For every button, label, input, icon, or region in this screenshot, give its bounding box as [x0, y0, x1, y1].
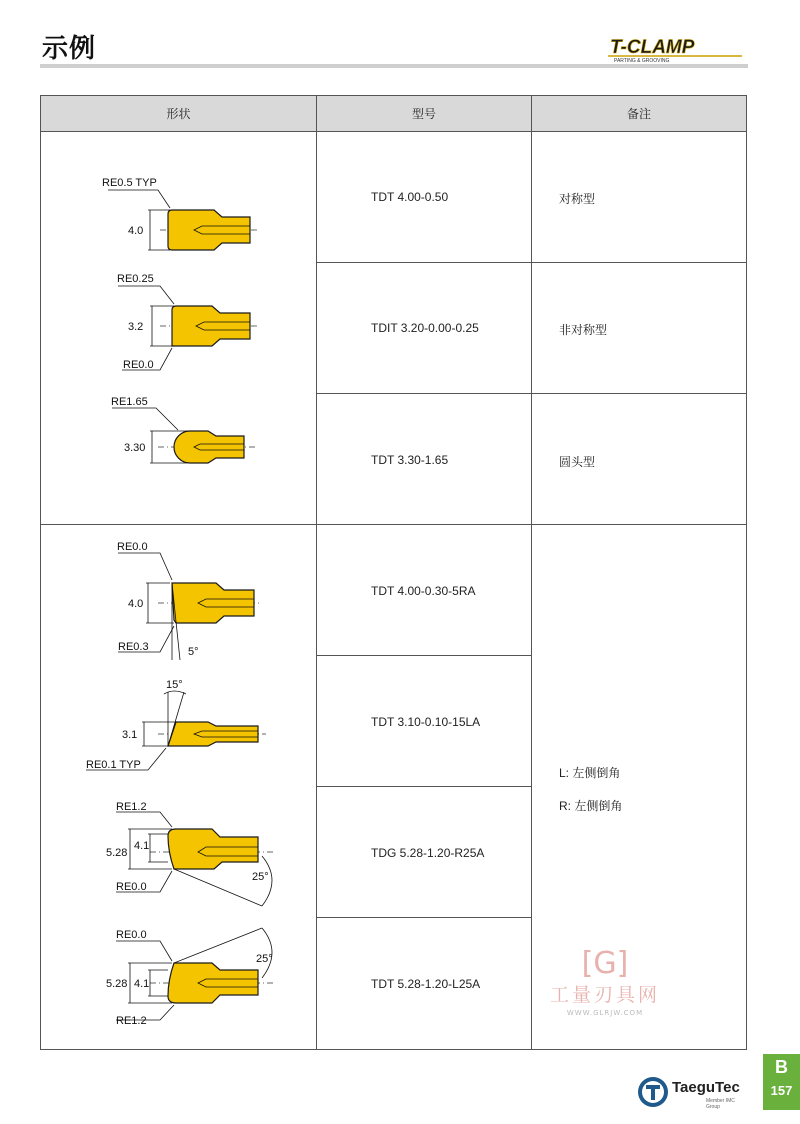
- diagram-label: RE0.0: [116, 929, 147, 941]
- header-model: 型号: [317, 96, 531, 132]
- diagram-label: RE0.0: [117, 541, 148, 553]
- model-cell: TDT 3.10-0.10-15LA: [371, 715, 481, 729]
- diagram-label: RE1.2: [116, 1015, 147, 1027]
- taegutec-sub: Member IMC Group: [706, 1098, 735, 1110]
- watermark: [540, 948, 670, 1017]
- group-note-left: L: 左侧倒角: [559, 766, 621, 780]
- diagram-label: 4.1: [134, 978, 150, 990]
- watermark-url: WWW.GLRJW.COM: [566, 1009, 644, 1017]
- diagram-label: 4.1: [134, 840, 150, 852]
- shape-diagram-asymmetric: [117, 273, 260, 371]
- diagram-label: 4.0: [128, 225, 144, 237]
- shape-diagram-l25a: [106, 928, 276, 1027]
- taegutec-name: TaeguTec: [672, 1079, 740, 1096]
- shape-diagram-15la: [86, 679, 266, 771]
- shape-diagram-r25a: [106, 801, 276, 906]
- page-title: 示例: [42, 34, 97, 64]
- page-number: 157: [770, 1083, 793, 1098]
- diagram-label: RE0.5 TYP: [102, 177, 157, 189]
- shape-diagram-round: [111, 396, 255, 463]
- diagram-label: 5.28: [106, 847, 128, 859]
- model-cell: TDT 4.00-0.50: [371, 190, 449, 204]
- header-note: 备注: [532, 96, 746, 132]
- diagram-label: 4.0: [128, 598, 144, 610]
- model-cell: TDT 4.00-0.30-5RA: [371, 584, 476, 598]
- taegutec-logo: [636, 1075, 750, 1109]
- t-clamp-logo-text: T-CLAMP: [610, 37, 695, 58]
- note-cell: 圆头型: [559, 455, 596, 469]
- diagram-label: 25°: [252, 871, 269, 883]
- diagram-label: 3.2: [128, 321, 144, 333]
- note-cell: 对称型: [559, 192, 596, 206]
- diagram-label: RE0.3: [118, 641, 149, 653]
- diagram-label: 3.1: [122, 729, 138, 741]
- shape-diagram-symmetric: [102, 177, 260, 250]
- model-cell: TDT 3.30-1.65: [371, 453, 449, 467]
- watermark-logo: [G]: [581, 946, 629, 981]
- diagram-label: 5.28: [106, 978, 128, 990]
- diagram-label: RE0.0: [116, 881, 147, 893]
- diagram-label: RE0.1 TYP: [86, 759, 141, 771]
- diagram-label: RE1.2: [116, 801, 147, 813]
- diagram-label: 5°: [188, 646, 199, 658]
- header-shape: 形状: [41, 96, 316, 132]
- note-cell: 非对称型: [559, 323, 608, 337]
- watermark-text: 工量刃具网: [549, 984, 660, 1006]
- model-cell: TDG 5.28-1.20-R25A: [371, 846, 485, 860]
- group-note-right: R: 左侧倒角: [559, 799, 623, 813]
- diagram-label: 25°: [256, 953, 273, 965]
- diagram-label: RE1.65: [111, 396, 148, 408]
- t-clamp-logo-sub: PARTING & GROOVING: [614, 58, 670, 64]
- taegutec-emblem-icon: [636, 1075, 670, 1109]
- diagram-label: 3.30: [124, 442, 146, 454]
- model-cell: TDIT 3.20-0.00-0.25: [371, 321, 479, 335]
- shape-diagram-5ra: [117, 541, 262, 660]
- diagram-label: 15°: [166, 679, 183, 691]
- diagram-label: RE0.0: [123, 359, 154, 371]
- section-letter: B: [775, 1057, 788, 1077]
- model-cell: TDT 5.28-1.20-L25A: [371, 977, 481, 991]
- section-tab: [763, 1054, 800, 1110]
- diagram-label: RE0.25: [117, 273, 154, 285]
